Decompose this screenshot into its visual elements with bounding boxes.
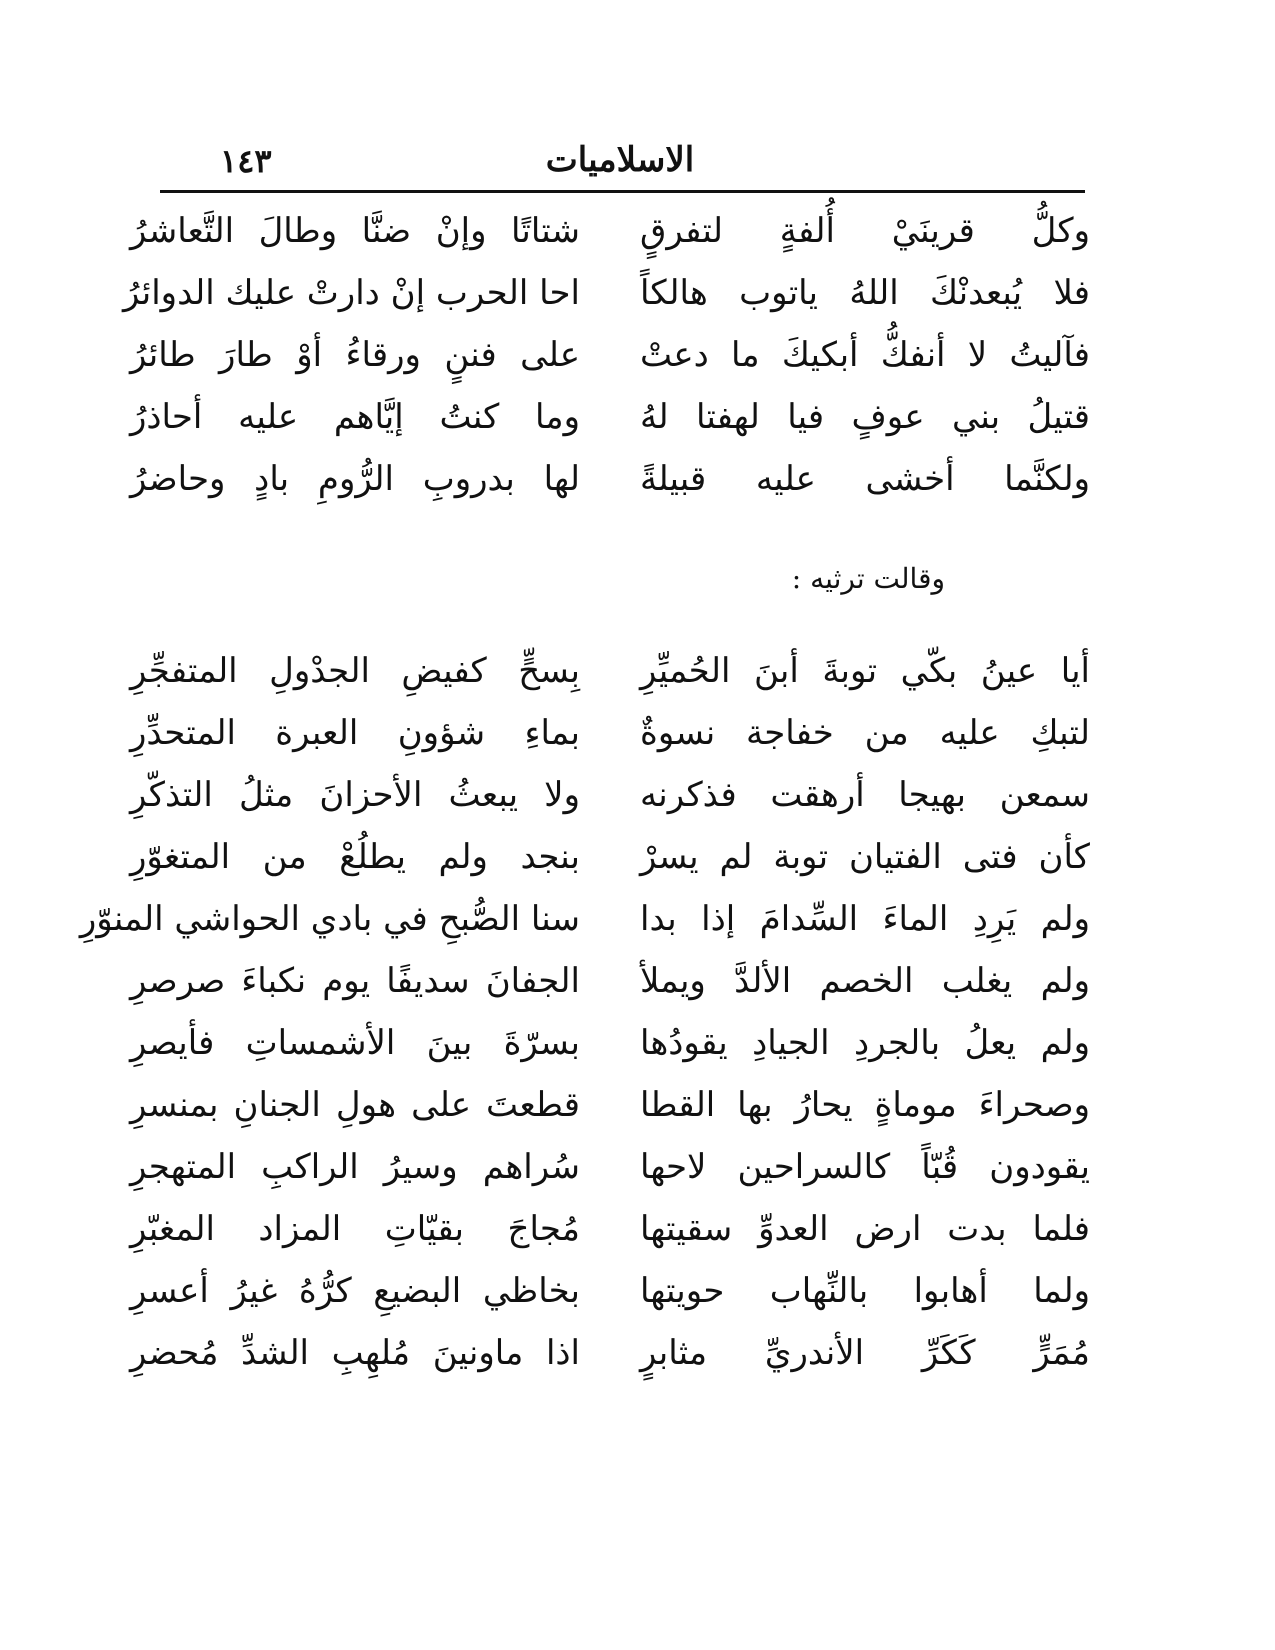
verse-second-half: بِسحٍّ كفيضِ الجدْولِ المتفجِّرِ	[130, 651, 580, 691]
poem-section-2	[79, 640, 1090, 1384]
verse-first-half: فآليتُ لا أنفكُّ أبكيكَ ما دعتْ	[640, 335, 1090, 375]
verse	[130, 448, 1090, 510]
verse-first-half: وصحراءَ موماةٍ يحارُ بها القطا	[640, 1085, 1090, 1125]
verse-first-half: ولم يغلب الخصم الألدَّ ويملأ	[640, 961, 1090, 1001]
verse-second-half: لها بدروبِ الرُّومِ بادٍ وحاضرُ	[130, 459, 580, 499]
verse-second-half: وما كنتُ إيَّاهم عليه أحاذرُ	[130, 397, 580, 437]
verse	[130, 1012, 1090, 1074]
verse-second-half: على فننٍ ورقاءُ أوْ طارَ طائرُ	[130, 335, 580, 375]
verse-first-half: ولم يَرِدِ الماءَ السِّدامَ إذا بدا	[640, 899, 1090, 939]
verse-second-half: اذا ماونينَ مُلهِبِ الشدِّ مُحضرِ	[130, 1333, 580, 1373]
verse-second-half: ولا يبعثُ الأحزانَ مثلُ التذكّرِ	[130, 775, 580, 815]
verse-first-half: ولما أهابوا بالنِّهاب حويتها	[640, 1271, 1090, 1311]
verse	[130, 764, 1090, 826]
verse-second-half: قطعتَ على هولِ الجنانِ بمنسرِ	[130, 1085, 580, 1125]
verse-second-half: بخاظي البضيعِ كرُّهُ غيرُ أعسرِ	[130, 1271, 580, 1311]
verse-second-half: الجفانَ سديفًا يوم نكباءَ صرصرِ	[130, 961, 580, 1001]
verse	[130, 200, 1090, 262]
verse-first-half: لتبكِ عليه من خفاجة نسوةٌ	[640, 713, 1090, 753]
verse-second-half: احا الحرب إنْ دارتْ عليك الدوائرُ	[122, 273, 580, 313]
verse-first-half: قتيلُ بني عوفٍ فيا لهفتا لهُ	[640, 397, 1090, 437]
verse	[130, 386, 1090, 448]
verse	[130, 1322, 1090, 1384]
verse-first-half: ولم يعلُ بالجردِ الجيادِ يقودُها	[640, 1023, 1090, 1063]
verse-second-half: سنا الصُّبحِ في بادي الحواشي المنوّرِ	[79, 899, 580, 939]
verse-second-half: مُجاجَ بقيّاتِ المزاد المغبّرِ	[130, 1209, 580, 1249]
verse	[130, 1198, 1090, 1260]
verse	[130, 826, 1090, 888]
verse	[130, 324, 1090, 386]
verse	[122, 262, 1090, 324]
verse-first-half: وكلُّ قرينَيْ أُلفةٍ لتفرقٍ	[640, 211, 1090, 251]
verse	[130, 1136, 1090, 1198]
verse-first-half: فلا يُبعدنْكَ اللهُ ياتوب هالكاً	[640, 273, 1090, 313]
verse-second-half: بماءِ شؤونِ العبرة المتحدِّرِ	[130, 713, 580, 753]
verse-first-half: أيا عينُ بكّي توبةَ أبنَ الحُميِّرِ	[640, 651, 1090, 691]
page-title: الاسلاميات	[545, 140, 695, 180]
poem-intro: وقالت ترثيه :	[791, 562, 945, 595]
verse-first-half: فلما بدت ارض العدوِّ سقيتها	[640, 1209, 1090, 1249]
verse	[130, 950, 1090, 1012]
verse	[130, 1260, 1090, 1322]
verse-second-half: بنجد ولم يطلُعْ من المتغوّرِ	[130, 837, 580, 877]
header-rule	[160, 190, 1085, 193]
verse	[79, 888, 1090, 950]
verse	[130, 640, 1090, 702]
verse-second-half: بسرّةَ بينَ الأشمساتِ فأيصرِ	[130, 1023, 580, 1063]
verse-first-half: سمعن بهيجا أرهقت فذكرنه	[640, 775, 1090, 815]
verse-first-half: ولكنَّما أخشى عليه قبيلةً	[640, 459, 1090, 499]
page-header	[160, 140, 1080, 188]
verse	[130, 702, 1090, 764]
verse-first-half: مُمَرٍّ كَكَرِّ الأندريِّ مثابرٍ	[640, 1333, 1090, 1373]
verse-first-half: يقودون قُبّاً كالسراحين لاحها	[640, 1147, 1090, 1187]
verse	[130, 1074, 1090, 1136]
page-number: ١٤٣	[220, 142, 272, 180]
poem-section-1	[122, 200, 1090, 510]
verse-second-half: شتاتًا وإنْ ضنَّا وطالَ التَّعاشرُ	[130, 211, 580, 251]
verse-first-half: كأن فتى الفتيان توبة لم يسرْ	[640, 837, 1090, 877]
verse-second-half: سُراهم وسيرُ الراكبِ المتهجرِ	[130, 1147, 580, 1187]
